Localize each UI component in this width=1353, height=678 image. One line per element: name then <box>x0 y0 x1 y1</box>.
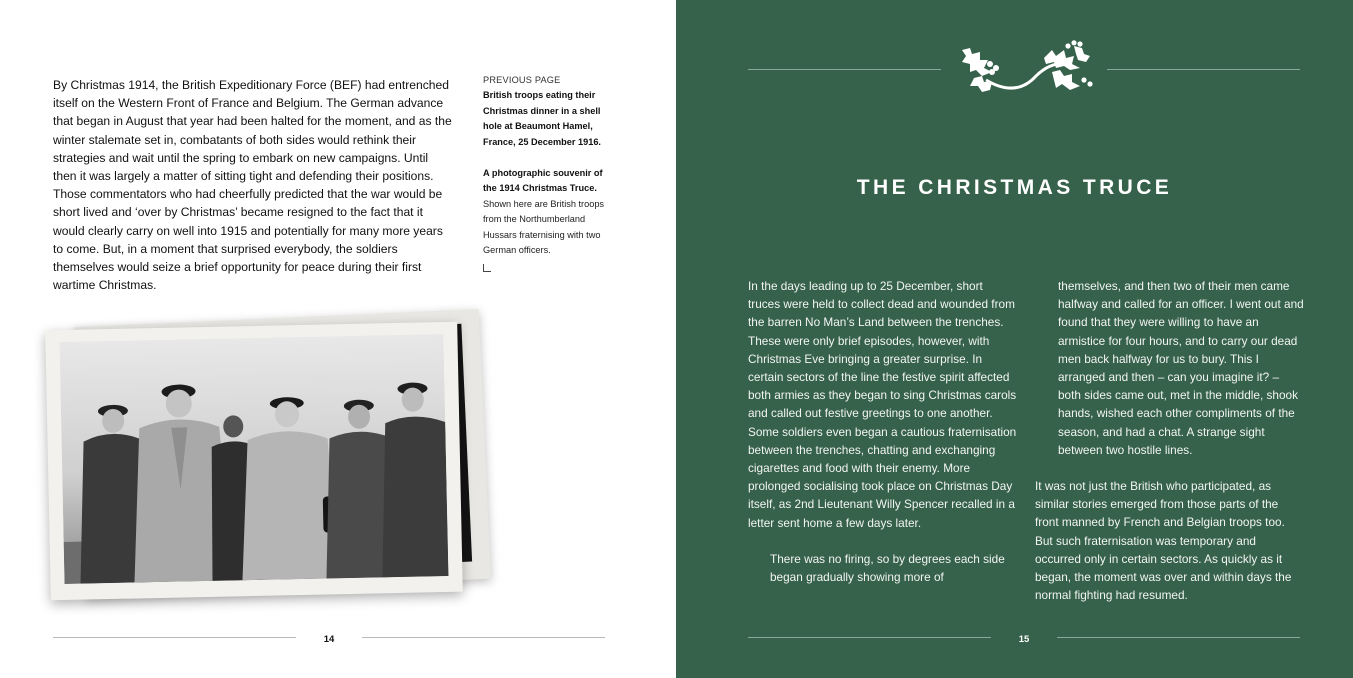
caption-previous-page: British troops eating their Christmas dinner in a shell hole at Beaumont Hamel, France, 25 December 1916. <box>483 90 601 147</box>
text-column-1 <box>748 277 1018 586</box>
photo-front-print <box>45 322 463 601</box>
column-2-paragraph: It was not just the British who participated, as similar stories emerged from those parts of the front manned by French and Belgian troops too. But such fraternisation was temporary and occurred only in certain sectors. As quickly as it began, the moment was over and within days the normal fighting had resumed. <box>1035 479 1292 603</box>
truce-photograph <box>40 312 470 612</box>
left-body-text: By Christmas 1914, the British Expeditionary Force (BEF) had entrenched itself on the Western Front of France and Belgium. The German advance that began in August that year had been halted for the moment, and as the winter stalemate set in, combatants of both sides would rethink their strategies and wait until the spring to embark on new campaigns. Until then it was largely a matter of sitting tight and defending their positions. Those commentators who had cheerfully predicted that the war would be short lived and ‘over by Christmas’ became resigned to the fact that it would clearly carry on well into 1915 and potentially for many more years to come. But, in a moment that surprised everybody, the soldiers themselves would seize a brief opportunity for peace during their first wartime Christmas. <box>53 78 452 293</box>
holly-sprig-icon <box>956 40 1096 98</box>
left-page-footer <box>53 634 605 648</box>
text-column-2 <box>1035 277 1305 604</box>
ornament-rule-left <box>748 69 941 70</box>
caption-photo-title: A photographic souvenir of the 1914 Christmas Truce. <box>483 168 603 194</box>
letter-quote-end: themselves, and then two of their men came halfway and called for an officer. I went out and found that they were willing to have an armistice for four hours, and to carry our dead men back halfway for us to bury. This I arranged and then – can you imagine it? – both sides came out, met in the middle, shook hands, wished each other compliments of the season, and had a chat. A strange sight between two hostile lines. <box>1058 279 1304 457</box>
page-title: THE CHRISTMAS TRUCE <box>856 176 1173 199</box>
caption-label: PREVIOUS PAGE <box>483 75 561 85</box>
page-number-right: 15 <box>1018 634 1030 645</box>
ornament-rule-right <box>1107 69 1300 70</box>
soldiers-photo-image <box>59 334 448 584</box>
footer-rule-left <box>53 637 296 638</box>
column-1-paragraph: In the days leading up to 25 December, short truces were held to collect dead and wounded from the barren No Man’s Land between the trenches. These were only brief episodes, however, with Christmas Eve bringing a greater surprise. In certain sectors of the line the festive spirit affected both armies as they began to sing Christmas carols and called out festive greetings to one another. Some soldiers even began a cautious fraternisation between the trenches, chatting and exchanging cigarettes and food with their enemy. More prolonged socialising took place on Christmas Day itself, as 2nd Lieutenant Willy Spencer recalled in a letter sent home a few days later. <box>748 279 1017 530</box>
right-page <box>676 0 1353 678</box>
footer-rule-right <box>362 637 605 638</box>
left-page <box>0 0 676 678</box>
right-page-footer <box>748 634 1300 648</box>
letter-quote-start: There was no firing, so by degrees each side began gradually showing more of <box>770 551 1005 585</box>
caption-corner-mark <box>483 264 491 272</box>
footer-rule-right <box>1057 637 1300 638</box>
page-number-left: 14 <box>323 634 335 645</box>
caption-photo-text: Shown here are British troops from the Northumberland Hussars fraternising with two German officers. <box>483 198 605 256</box>
photo-caption <box>483 73 608 272</box>
footer-rule-left <box>748 637 991 638</box>
